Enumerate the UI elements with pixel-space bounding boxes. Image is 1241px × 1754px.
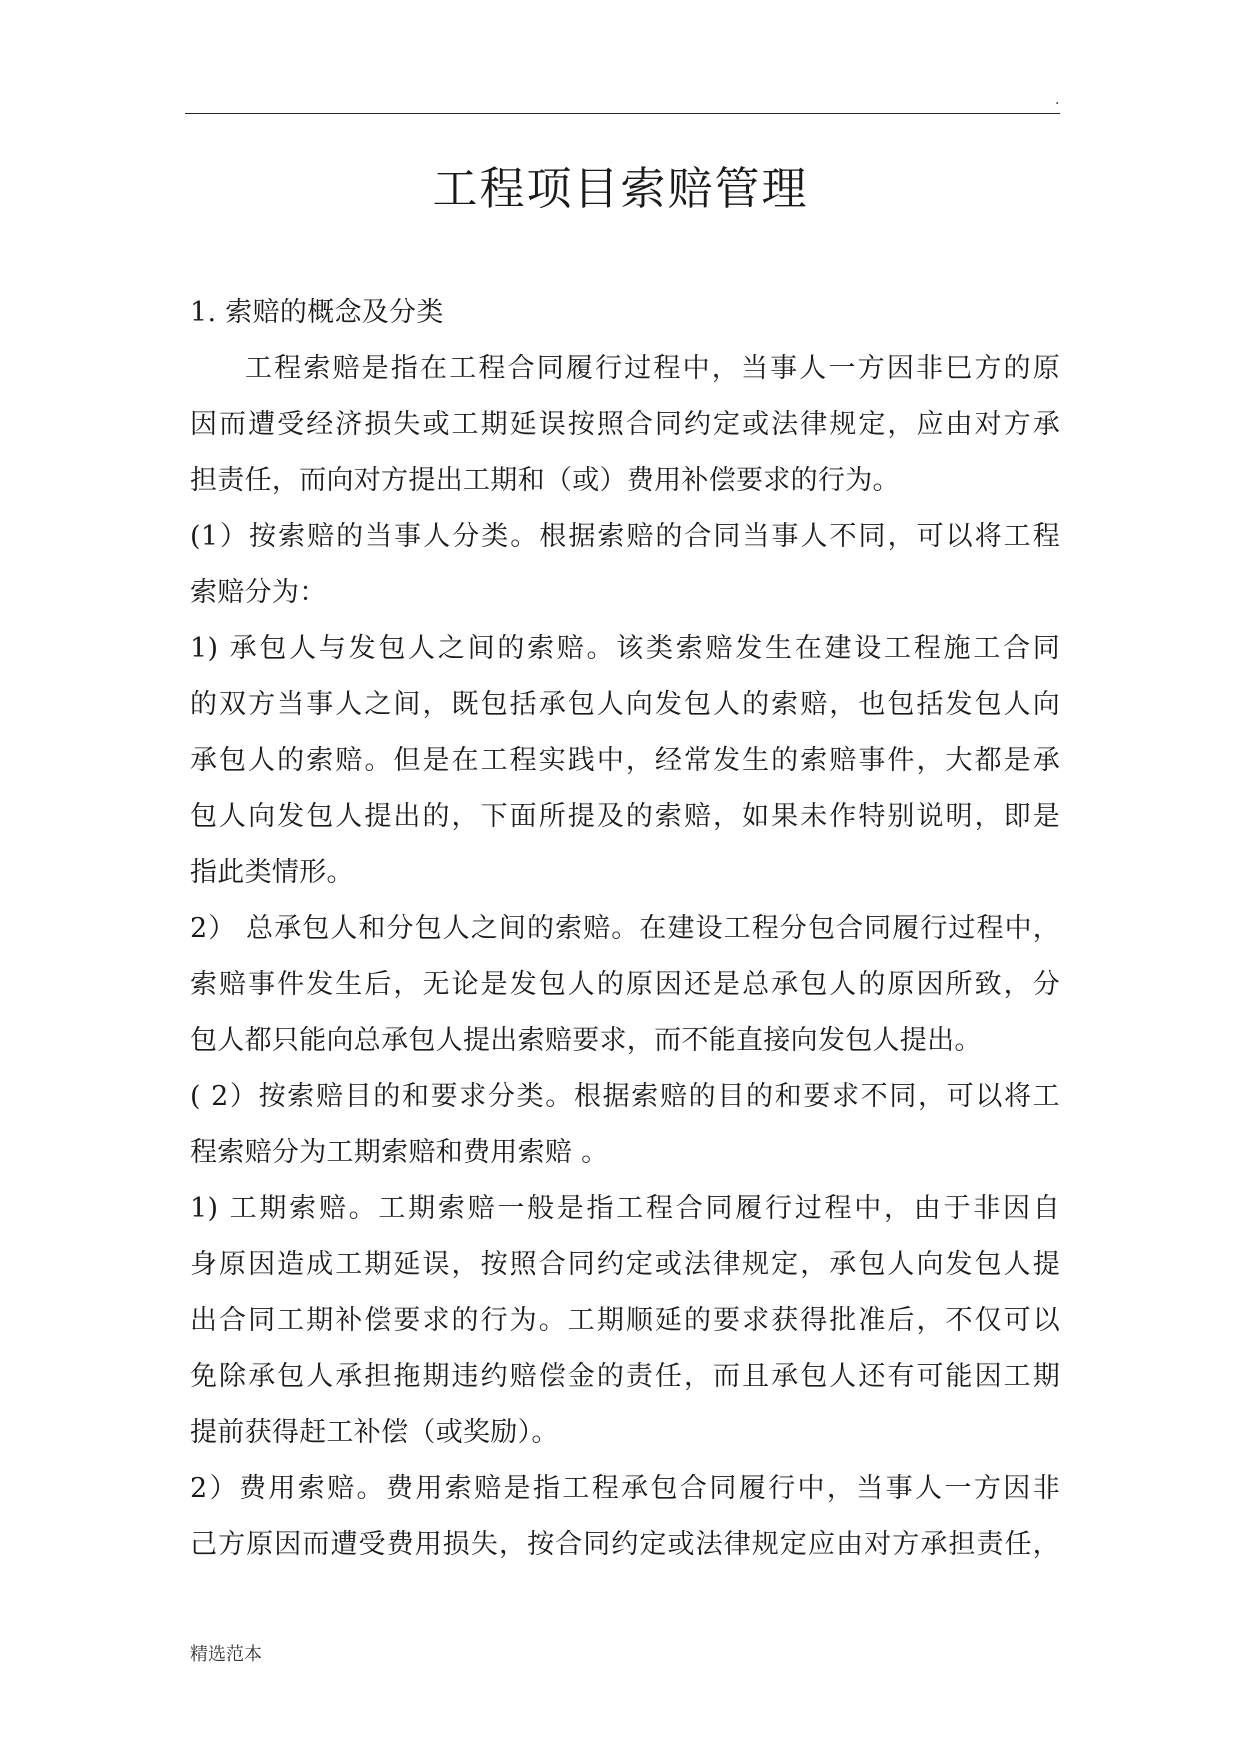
text-line: (1）按索赔的当事人分类。根据索赔的合同当事人不同，可以将工程 [190, 521, 1060, 552]
text-line: 程索赔分为工期索赔和费用索赔 。 [190, 1137, 609, 1168]
text-line: 包人向发包人提出的，下面所提及的索赔，如果未作特别说明，即是 [190, 801, 1060, 832]
text-line: 包人都只能向总承包人提出索赔要求，而不能直接向发包人提出。 [190, 1025, 982, 1056]
text-line: 承包人的索赔。但是在工程实践中，经常发生的索赔事件，大都是承 [190, 745, 1060, 776]
document-body [190, 285, 1060, 1573]
text-line: 的双方当事人之间，既包括承包人向发包人的索赔，也包括发包人向 [190, 689, 1060, 720]
text-line: 身原因造成工期延误，按照合同约定或法律规定，承包人向发包人提 [190, 1249, 1060, 1280]
document-title: 工程项目索赔管理 [432, 162, 809, 215]
header-rule [185, 113, 1060, 114]
text-line: 1) 承包人与发包人之间的索赔。该类索赔发生在建设工程施工合同 [190, 633, 1060, 664]
text-line: 索赔分为： [190, 577, 327, 608]
header-mark: . [1055, 92, 1060, 108]
text-line: 担责任，而向对方提出工期和（或）费用补偿要求的行为。 [190, 465, 900, 496]
text-line: 指此类情形。 [190, 857, 354, 888]
text-line: 工程索赔是指在工程合同履行过程中，当事人一方因非巳方的原 [245, 353, 1060, 384]
text-line: 2）费用索赔。费用索赔是指工程承包合同履行中，当事人一方因非 [190, 1473, 1060, 1504]
text-line: 索赔事件发生后，无论是发包人的原因还是总承包人的原因所致，分 [190, 969, 1060, 1000]
text-line: 己方原因而遭受费用损失，按合同约定或法律规定应由对方承担责任， [190, 1529, 1060, 1560]
text-line: 1) 工期索赔。工期索赔一般是指工程合同履行过程中，由于非因自 [190, 1193, 1060, 1224]
footer-note: 精选范本 [190, 1644, 262, 1665]
text-line: 提前获得赶工补偿（或奖励）。 [190, 1417, 559, 1448]
text-line: 因而遭受经济损失或工期延误按照合同约定或法律规定，应由对方承 [190, 409, 1060, 440]
text-line: 2） 总承包人和分包人之间的索赔。在建设工程分包合同履行过程中， [190, 913, 1060, 944]
text-line: 出合同工期补偿要求的行为。工期顺延的要求获得批准后，不仅可以 [190, 1305, 1060, 1336]
text-line: 免除承包人承担拖期违约赔偿金的责任，而且承包人还有可能因工期 [190, 1361, 1060, 1392]
text-line: 1. 索赔的概念及分类 [190, 297, 444, 328]
text-line: ( 2）按索赔目的和要求分类。根据索赔的目的和要求不同，可以将工 [190, 1081, 1060, 1112]
